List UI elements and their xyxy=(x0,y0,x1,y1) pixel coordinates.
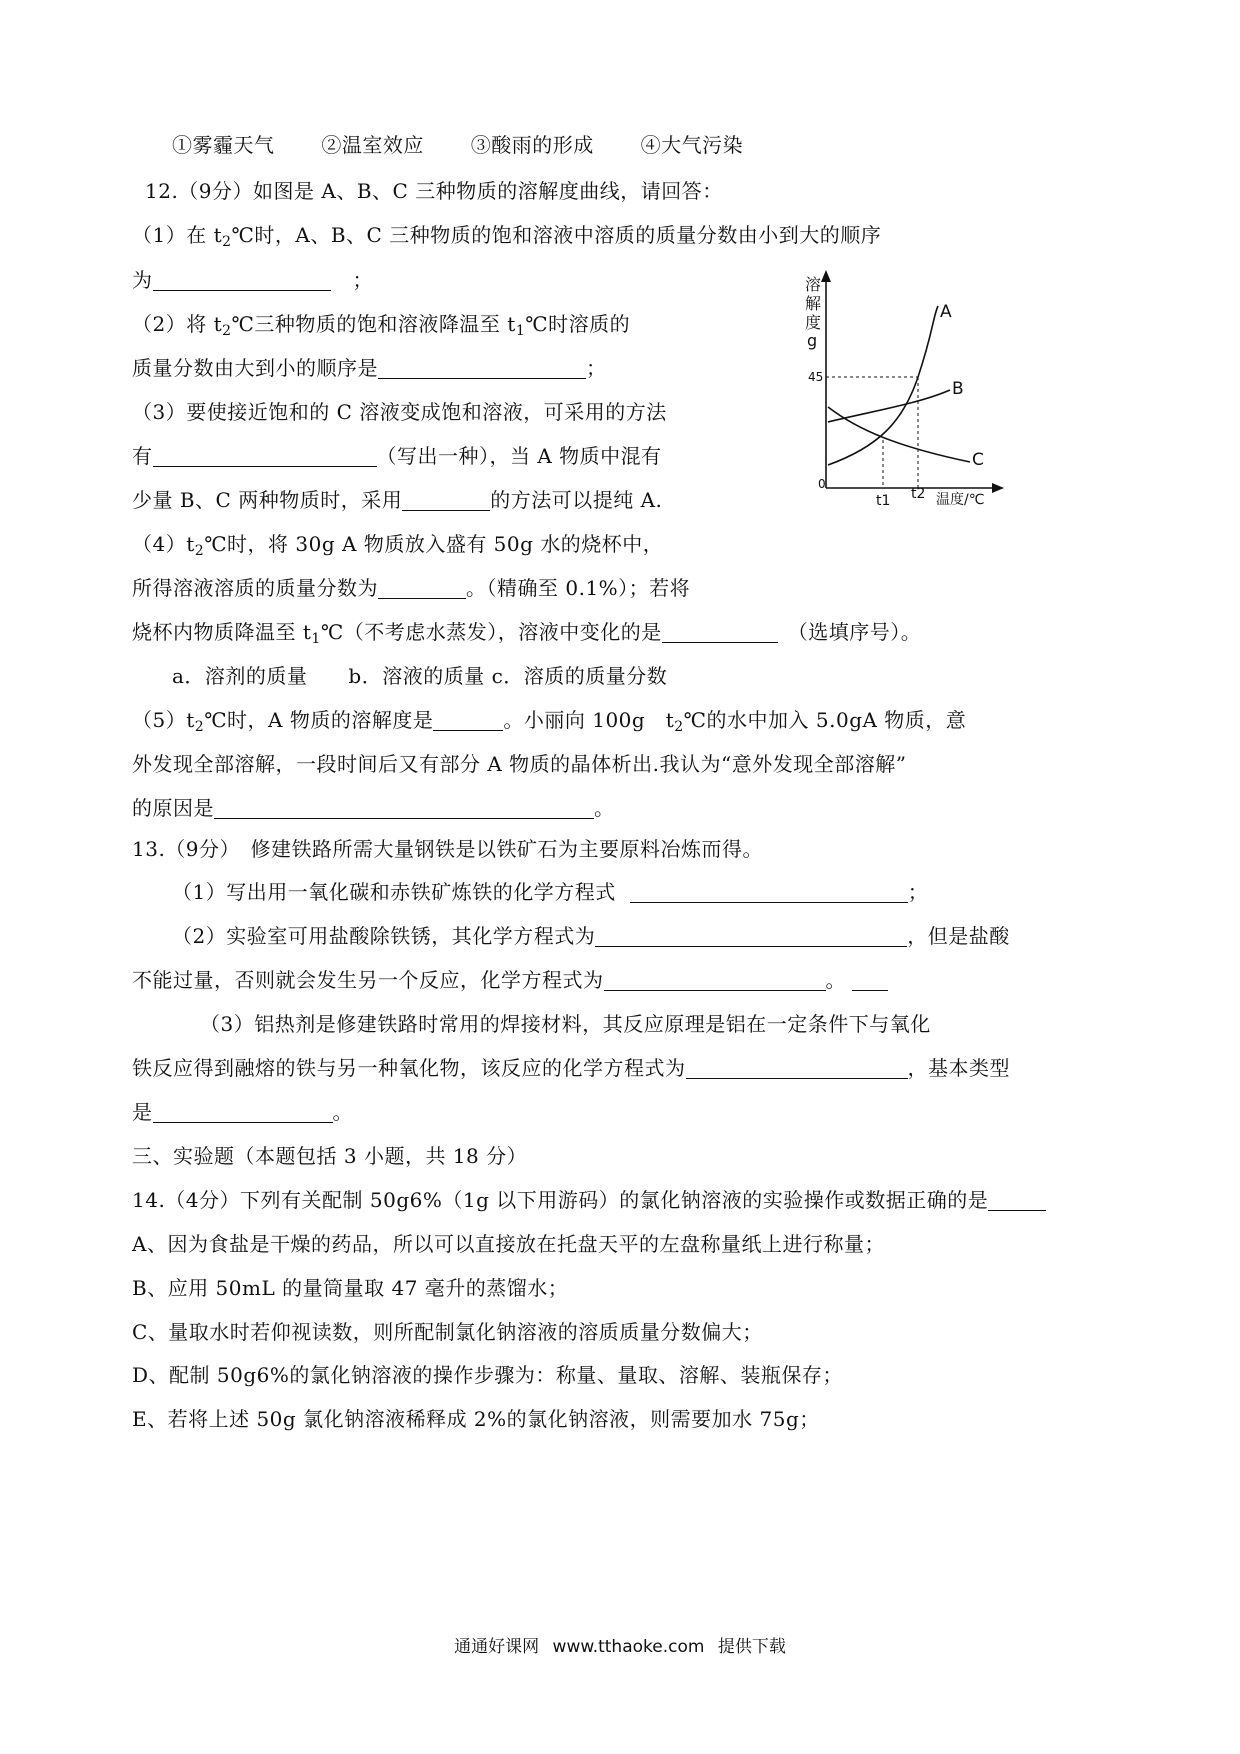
q12-part1-line1: （1）在 $t_2℃$时，A、B、C 三种物质的饱和溶液中溶质的质量分数由小到大的顺序 xyxy=(132,223,882,250)
q13-header: 13.（9分） 修建铁路所需大量钢铁是以铁矿石为主要原料冶炼而得。 xyxy=(132,837,764,861)
q13-part3-line2: 铁反应得到融熔的铁与另一种氧化物，该反应的化学方程式为 ，基本类型 xyxy=(132,1056,1010,1080)
origin-label: 0 xyxy=(818,477,826,491)
solubility-chart xyxy=(798,262,1010,510)
q12-part2-line2: 质量分数由大到小的顺序是 ； xyxy=(132,356,607,380)
answer-blank[interactable] xyxy=(686,1058,908,1079)
q13-part3-line1: （3）铝热剂是修建铁路时常用的焊接材料，其反应原理是铝在一定条件下与氧化 xyxy=(200,1012,931,1036)
q13-part2-line1: （2）实验室可用盐酸除铁锈，其化学方程式为 ，但是盐酸 xyxy=(172,924,1010,948)
x-tick-t1: t1 xyxy=(876,493,891,509)
section3-title: 三、实验题（本题包括 3 小题，共 18 分） xyxy=(132,1144,528,1168)
y-label-1: 溶 xyxy=(805,275,822,294)
answer-blank[interactable] xyxy=(378,578,466,599)
q12-part3-line3: 少量 B、C 两种物质时，采用 的方法可以提纯 A. xyxy=(132,488,663,512)
q12-part4-line3: 烧杯内物质降温至 $t_1℃$（不考虑水蒸发），溶液中变化的是 （选填序号）。 xyxy=(132,620,922,647)
answer-blank[interactable] xyxy=(852,970,888,991)
q11-options xyxy=(172,132,743,158)
q12-part4-line2: 所得溶液溶质的质量分数为 。（精确至 0.1%）；若将 xyxy=(132,576,691,600)
q11-option-2: ②温室效应 xyxy=(321,133,424,157)
q12-part2-line1: （2）将 $t_2℃$三种物质的饱和溶液降温至 $t_1℃$时溶质的 xyxy=(132,312,631,339)
x-axis-label: 温度/℃ xyxy=(936,492,985,508)
page-footer xyxy=(0,1632,1240,1657)
y-axis-arrow xyxy=(821,270,831,282)
q14-option-a: A、因为食盐是干燥的药品，所以可以直接放在托盘天平的左盘称量纸上进行称量； xyxy=(132,1232,885,1256)
q11-option-4: ④大气污染 xyxy=(640,133,744,157)
x-tick-t2: t2 xyxy=(911,486,926,502)
answer-blank[interactable] xyxy=(153,270,331,291)
y-label-3: 度 xyxy=(805,313,822,332)
q14-header: 14.（4分）下列有关配制 50g6%（1g 以下用游码）的氯化钠溶液的实验操作或数据正确的是 xyxy=(132,1187,1046,1213)
answer-blank[interactable] xyxy=(378,358,586,379)
answer-blank[interactable] xyxy=(630,882,908,903)
answer-blank[interactable] xyxy=(662,622,778,643)
q14-option-b: B、应用 50mL 的量筒量取 47 毫升的蒸馏水； xyxy=(132,1276,569,1300)
q12-part5-line2: 外发现全部溶解，一段时间后又有部分 A 物质的晶体析出.我认为“意外发现全部溶解” xyxy=(132,752,907,776)
y-label-2: 解 xyxy=(805,294,822,313)
q12-part1-line2: 为 ； xyxy=(132,268,373,292)
curve-c-label: C xyxy=(972,450,984,470)
q14-option-e: E、若将上述 50g 氯化钠溶液稀释成 2%的氯化钠溶液，则需要加水 75g； xyxy=(132,1407,820,1431)
footer-url[interactable]: www.tthaoke.com xyxy=(552,1637,705,1657)
answer-blank[interactable] xyxy=(214,798,594,819)
q12-part3-line2: 有 （写出一种），当 A 物质中混有 xyxy=(132,444,662,468)
footer-site-name: 通通好课网 xyxy=(454,1637,540,1657)
answer-blank[interactable] xyxy=(153,446,377,467)
curve-b-label: B xyxy=(952,379,964,399)
answer-blank[interactable] xyxy=(402,490,490,511)
answer-blank[interactable] xyxy=(988,1190,1046,1211)
q12-part5-line3: 的原因是 。 xyxy=(132,796,615,820)
curve-a-label: A xyxy=(940,302,952,322)
q12-part3-line1: （3）要使接近饱和的 C 溶液变成饱和溶液，可采用的方法 xyxy=(132,400,667,424)
y-tick-45: 45 xyxy=(808,370,824,384)
y-label-4: g xyxy=(807,331,818,350)
q12-part5-line1: $(5)t_2℃$时，A 物质的溶解度是 。小丽向 100g $t_2℃$的水中加入 5.0gA 物质，意 xyxy=(132,708,967,735)
q11-option-3: ③酸雨的形成 xyxy=(470,133,594,157)
q14-option-c: C、量取水时若仰视读数，则所配制氯化钠溶液的溶质质量分数偏大； xyxy=(132,1320,763,1344)
q13-part3-line3: 是 。 xyxy=(132,1100,353,1124)
q13-part2-line2: 不能过量，否则就会发生另一个反应，化学方程式为 。 xyxy=(132,967,888,993)
answer-blank[interactable] xyxy=(604,970,826,991)
q12-part4-choices: a．溶剂的质量 b．溶液的质量 c．溶质的质量分数 xyxy=(172,664,668,688)
answer-blank[interactable] xyxy=(595,926,907,947)
answer-blank[interactable] xyxy=(153,1102,333,1123)
q12-header: 12.（9分）如图是 A、B、C 三种物质的溶解度曲线，请回答： xyxy=(145,179,723,203)
footer-suffix: 提供下载 xyxy=(717,1637,786,1657)
q11-option-1: ①雾霾天气 xyxy=(172,133,275,157)
x-axis-arrow xyxy=(992,483,1004,493)
q13-part1: （1）写出用一氧化碳和赤铁矿炼铁的化学方程式 ； xyxy=(172,880,929,904)
answer-blank[interactable] xyxy=(433,710,503,731)
q12-part4-line1: $(4)t_2℃$时，将 30g A 物质放入盛有 50g 水的烧杯中， xyxy=(132,532,664,559)
q14-option-d: D、配制 50g6%的氯化钠溶液的操作步骤为：称量、量取、溶解、装瓶保存； xyxy=(132,1363,843,1387)
curve-b xyxy=(828,390,950,422)
